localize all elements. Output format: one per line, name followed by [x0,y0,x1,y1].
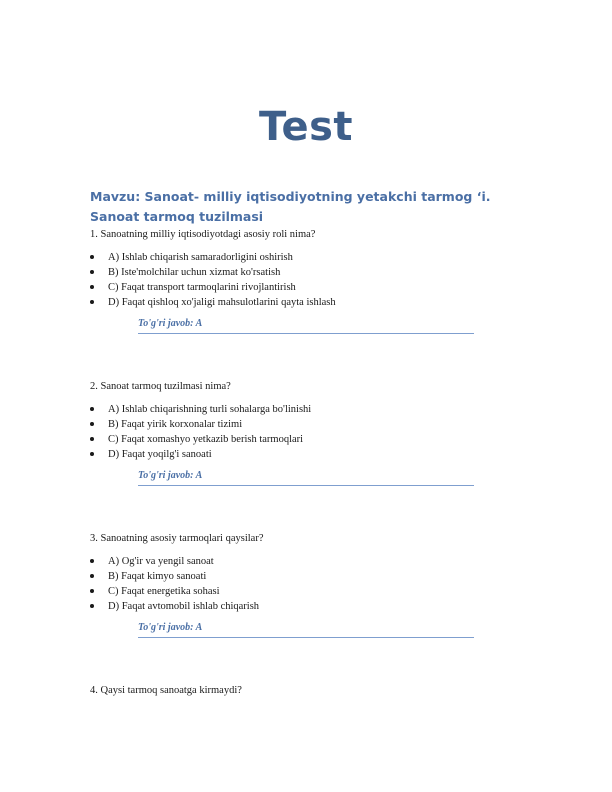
option-d [90,599,530,614]
option-c [90,432,530,447]
correct-answer: To'g'ri javob: A [138,318,474,334]
option-label: C) Faqat transport tarmoqlarini rivojlantirish [108,282,296,293]
bullet-icon [90,452,94,456]
option-a [90,554,530,569]
bullet-icon [90,255,94,259]
bullet-icon [90,270,94,274]
option-c [90,280,530,295]
option-label: B) Faqat kimyo sanoati [108,571,207,582]
option-label: D) Faqat avtomobil ishlab chiqarish [108,601,260,612]
option-d [90,295,530,310]
option-label: D) Faqat yoqilg'i sanoati [108,449,212,460]
question-text: 2. Sanoat tarmoq tuzilmasi nima? [90,381,231,392]
option-c [90,584,530,599]
option-list [90,402,530,462]
option-label: B) Faqat yirik korxonalar tizimi [108,419,243,430]
correct-answer: To'g'ri javob: A [138,622,474,638]
page-title: Test [258,104,354,150]
option-label: A) Og'ir va yengil sanoat [108,556,214,567]
bullet-icon [90,604,94,608]
bullet-icon [90,422,94,426]
option-a [90,250,530,265]
option-label: C) Faqat energetika sohasi [108,586,220,597]
option-list [90,250,530,310]
bullet-icon [90,559,94,563]
option-label: A) Ishlab chiqarishning turli sohalarga bo'linishi [108,404,312,415]
question-text: 1. Sanoatning milliy iqtisodiyotdagi asosiy roli nima? [90,229,316,240]
bullet-icon [90,300,94,304]
correct-answer: To'g'ri javob: A [138,470,474,486]
bullet-icon [90,285,94,289]
option-label: A) Ishlab chiqarish samaradorligini oshirish [108,252,293,263]
question-text: 3. Sanoatning asosiy tarmoqlari qaysilar? [90,533,264,544]
question-3 [90,532,530,638]
option-b [90,417,530,432]
option-d [90,447,530,462]
question-1 [90,228,530,334]
question-2 [90,380,530,486]
option-list [90,554,530,614]
option-b [90,569,530,584]
bullet-icon [90,574,94,578]
option-label: D) Faqat qishloq xo'jaligi mahsulotlarini qayta ishlash [108,297,336,308]
topic-heading: Mavzu: Sanoat- milliy iqtisodiyotning yetakchi tarmog ‘i. Sanoat tarmoq tuzilmasi [90,189,491,224]
option-label: C) Faqat xomashyo yetkazib berish tarmoqlari [108,434,304,445]
option-a [90,402,530,417]
bullet-icon [90,589,94,593]
bullet-icon [90,437,94,441]
option-label: B) Iste'molchilar uchun xizmat ko'rsatish [108,267,281,278]
question-4 [90,684,530,706]
option-b [90,265,530,280]
question-text: 4. Qaysi tarmoq sanoatga kirmaydi? [90,685,242,696]
bullet-icon [90,407,94,411]
